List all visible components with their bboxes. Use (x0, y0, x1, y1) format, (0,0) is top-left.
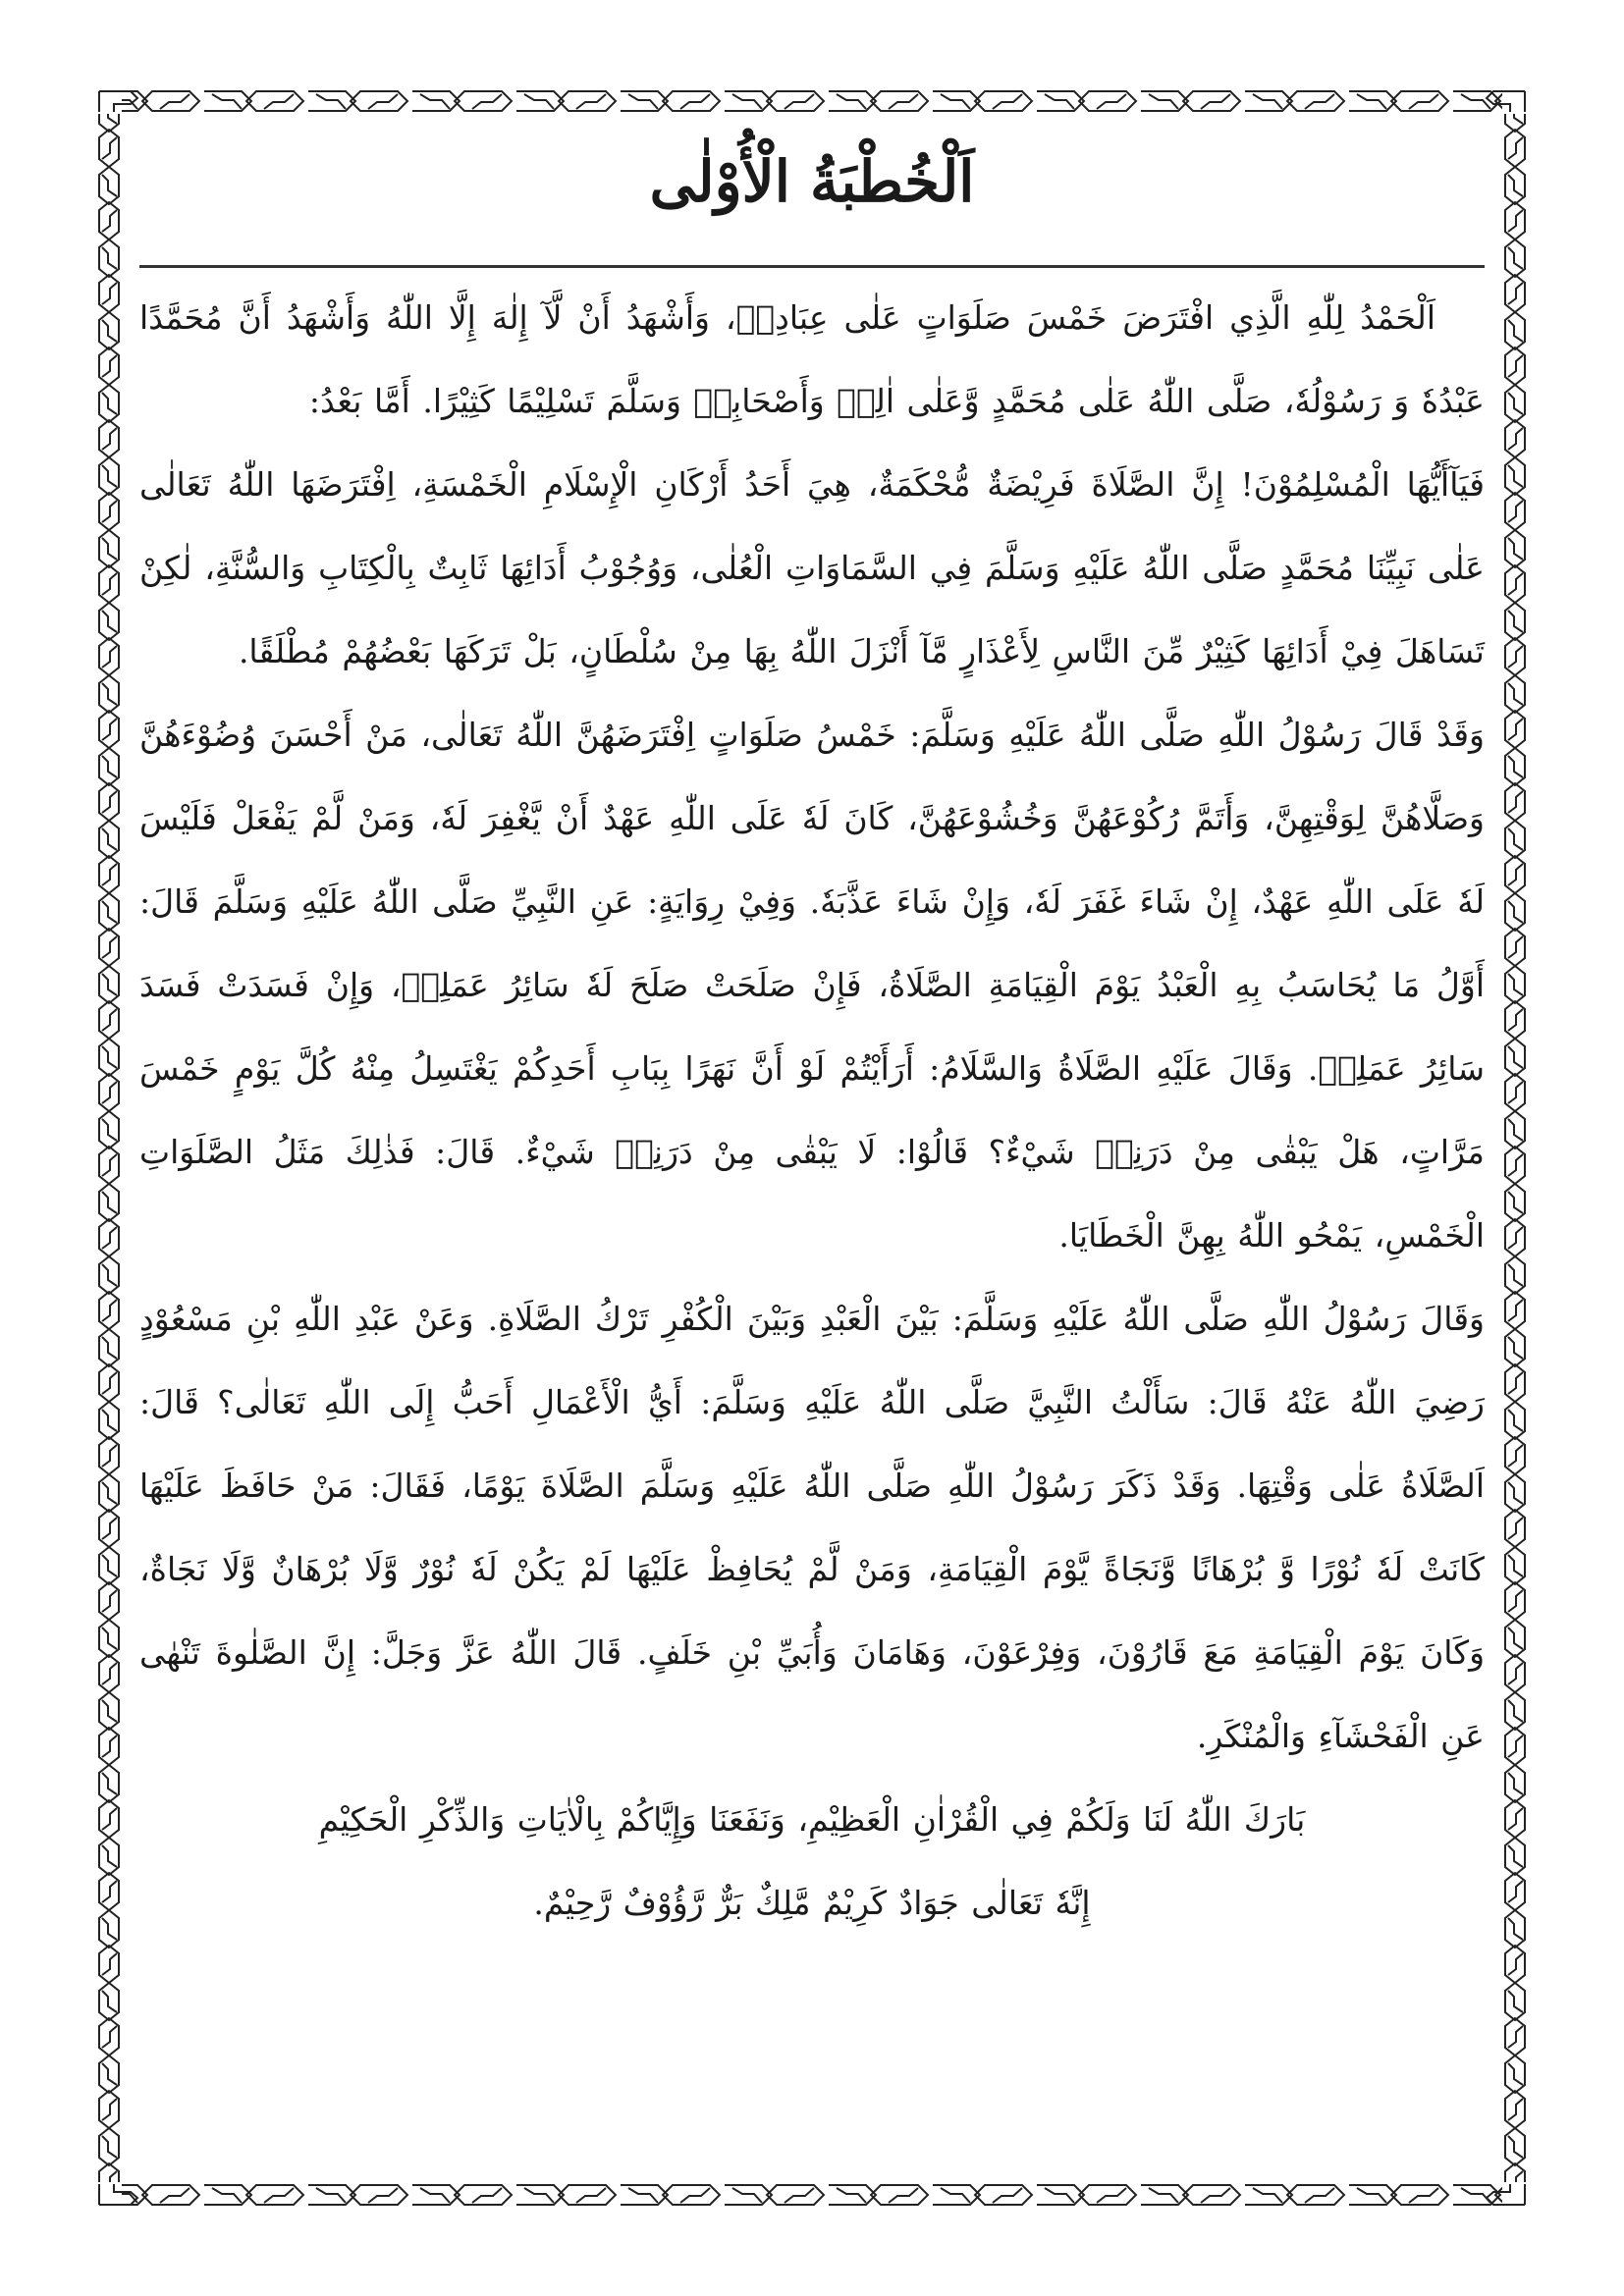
closing-line-2: إِنَّهٗ تَعَالٰى جَوَادٌ كَرِيْمٌ مَّلِكٌ بَرٌّ رَّؤُوْفٌ رَّحِيْمٌ. (533, 1884, 1091, 1922)
paragraph-hadith-five-prayers (139, 693, 1485, 1277)
sermon-content (139, 118, 1485, 1945)
paragraph-text: وَقَالَ رَسُوْلُ اللّٰهِ صَلَّى اللّٰهُ عَلَيْهِ وَسَلَّمَ: بَيْنَ الْعَبْدِ وَبَيْنَ الْكُفْرِ تَرْكُ الصَّلَاةِ. وَعَنْ عَبْدِ اللّٰهِ بْنِ مَسْعُوْدٍ رَضِيَ اللّٰهُ عَنْهُ قَالَ: سَأَلْتُ النَّبِيَّ صَلَّى اللّٰهُ عَلَيْهِ وَسَلَّمَ: أَيُّ الْأَعْمَالِ أَحَبُّ إِلَى اللّٰهِ تَعَالٰى؟ قَالَ: اَلصَّلَاةُ عَلٰى وَقْتِهَا. وَقَدْ ذَكَرَ رَسُوْلُ اللّٰهِ صَلَّى اللّٰهُ عَلَيْهِ وَسَلَّمَ الصَّلَاةَ يَوْمًا، فَقَالَ: مَنْ حَافَظَ عَلَيْهَا كَانَتْ لَهٗ نُوْرًا وَّ بُرْهَانًا وَّنَجَاةً يَّوْمَ الْقِيَامَةِ، وَمَنْ لَّمْ يُحَافِظْ عَلَيْهَا لَمْ يَكُنْ لَهٗ نُوْرٌ وَّلَا بُرْهَانٌ وَّلَا نَجَاةٌ، وَكَانَ يَوْمَ الْقِيَامَةِ مَعَ قَارُوْنَ، وَفِرْعَوْنَ، وَهَامَانَ وَأُبَيِّ بْنِ خَلَفٍ. قَالَ اللّٰهُ عَزَّ وَجَلَّ: إِنَّ الصَّلٰوةَ تَنْهٰى عَنِ الْفَحْشَآءِ وَالْمُنْكَرِ. (139, 1300, 1485, 1755)
paragraph-opening (139, 276, 1485, 443)
paragraph-hadith-abandoning-prayer (139, 1277, 1485, 1778)
paragraph-text: فَيَآأَيُّهَا الْمُسْلِمُوْنَ! إِنَّ الصَّلَاةَ فَرِيْضَةٌ مُّحْكَمَةٌ، هِيَ أَحَدُ أَرْكَانِ الْإِسْلَامِ الْخَمْسَةِ، اِفْتَرَضَهَا اللّٰهُ تَعَالٰى عَلٰى نَبِيِّنَا مُحَمَّدٍ صَلَّى اللّٰهُ عَلَيْهِ وَسَلَّمَ فِي السَّمَاوَاتِ الْعُلٰى، وَوُجُوْبُ أَدَائِهَا ثَابِتٌ بِالْكِتَابِ وَالسُّنَّةِ، لٰكِنْ تَسَاهَلَ فِيْ أَدَائِهَا كَثِيْرٌ مِّنَ النَّاسِ لِأَعْذَارٍ مَّآ أَنْزَلَ اللّٰهُ بِهَا مِنْ سُلْطَانٍ، بَلْ تَرَكَهَا بَعْضُهُمْ مُطْلَقًا. (139, 465, 1485, 670)
braid-border-bottom-icon (98, 2184, 1526, 2206)
page-title: اَلْخُطْبَةُ الْأُوْلٰى (649, 148, 975, 215)
braid-border-top-icon (98, 90, 1526, 112)
title-divider (139, 265, 1485, 268)
paragraph-text: وَقَدْ قَالَ رَسُوْلُ اللّٰهِ صَلَّى اللّٰهُ عَلَيْهِ وَسَلَّمَ: خَمْسُ صَلَوَاتٍ اِفْتَرَضَهُنَّ اللّٰهُ تَعَالٰى، مَنْ أَحْسَنَ وُضُوْءَهُنَّ وَصَلَّاهُنَّ لِوَقْتِهِنَّ، وَأَتَمَّ رُكُوْعَهُنَّ وَخُشُوْعَهُنَّ، كَانَ لَهٗ عَلَى اللّٰهِ عَهْدٌ أَنْ يَّغْفِرَ لَهٗ، وَمَنْ لَّمْ يَفْعَلْ فَلَيْسَ لَهٗ عَلَى اللّٰهِ عَهْدٌ، إِنْ شَاءَ غَفَرَ لَهٗ، وَإِنْ شَاءَ عَذَّبَهٗ. وَفِيْ رِوَايَةٍ: عَنِ النَّبِيِّ صَلَّى اللّٰهُ عَلَيْهِ وَسَلَّمَ قَالَ: أَوَّلُ مَا يُحَاسَبُ بِهِ الْعَبْدُ يَوْمَ الْقِيَامَةِ الصَّلَاةُ، فَإِنْ صَلَحَتْ صَلَحَ لَهٗ سَائِرُ عَمَلِهٖ، وَإِنْ فَسَدَتْ فَسَدَ سَائِرُ عَمَلِهٖ. وَقَالَ عَلَيْهِ الصَّلَاةُ وَالسَّلَامُ: أَرَأَيْتُمْ لَوْ أَنَّ نَهَرًا بِبَابِ أَحَدِكُمْ يَغْتَسِلُ مِنْهُ كُلَّ يَوْمٍ خَمْسَ مَرَّاتٍ، هَلْ يَبْقٰى مِنْ دَرَنِهٖ شَيْءٌ؟ قَالُوْا: لَا يَبْقٰى مِنْ دَرَنِهٖ شَيْءٌ. قَالَ: فَذٰلِكَ مَثَلُ الصَّلَوَاتِ الْخَمْسِ، يَمْحُو اللّٰهُ بِهِنَّ الْخَطَايَا. (139, 716, 1485, 1255)
braid-border-right-icon (1504, 90, 1526, 2206)
paragraph-text: اَلْحَمْدُ لِلّٰهِ الَّذِي افْتَرَضَ خَمْسَ صَلَوَاتٍ عَلٰى عِبَادِهٖ، وَأَشْهَدُ أَنْ لَّآ إِلٰهَ إِلَّا اللّٰهُ وَأَشْهَدُ أَنَّ مُحَمَّدًا عَبْدُهٗ وَ رَسُوْلُهٗ، صَلَّى اللّٰهُ عَلٰى مُحَمَّدٍ وَّعَلٰى اٰلِهٖ وَأَصْحَابِهٖ وَسَلَّمَ تَسْلِيْمًا كَثِيْرًا. أَمَّا بَعْدُ: (139, 298, 1485, 420)
braid-border-left-icon (98, 90, 120, 2206)
paragraph-salah-obligation (139, 443, 1485, 693)
closing-line-1: بَارَكَ اللّٰهُ لَنَا وَلَكُمْ فِي الْقُرْاٰنِ الْعَظِيْمِ، وَنَفَعَنَا وَإِيَّاكُمْ بِالْاٰيَاتِ وَالذِّكْرِ الْحَكِيْمِ (318, 1800, 1306, 1839)
